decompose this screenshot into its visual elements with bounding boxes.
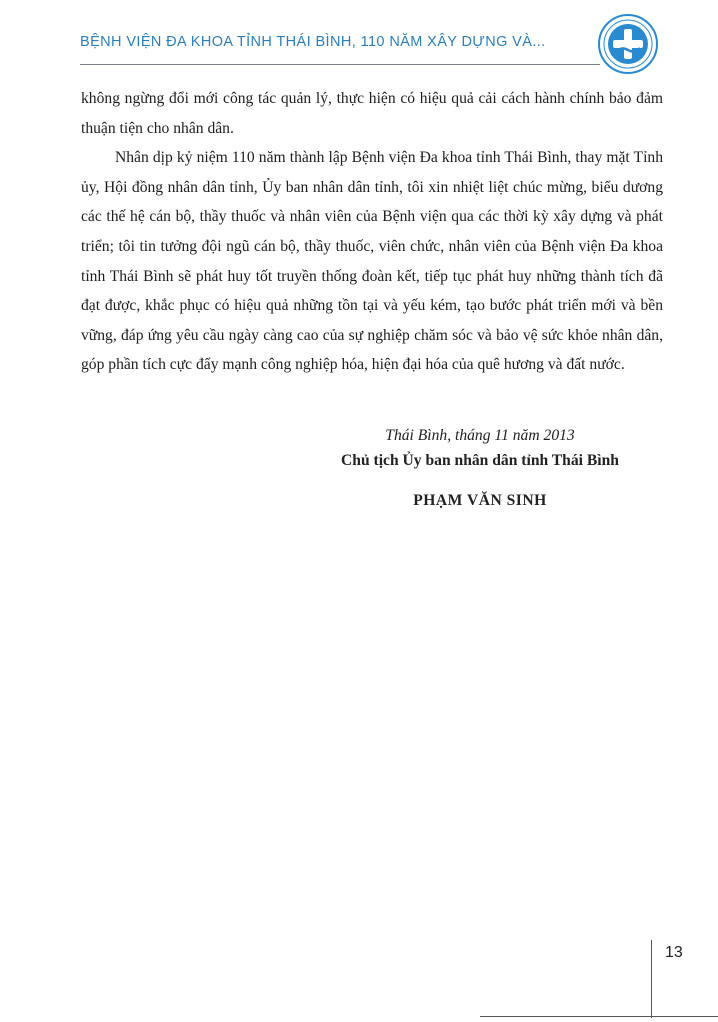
header-rule — [80, 64, 600, 65]
signature-name: PHẠM VĂN SINH — [413, 492, 547, 509]
paragraph-2: Nhân dịp kỷ niệm 110 năm thành lập Bệnh viện Đa khoa tỉnh Thái Bình, thay mặt Tỉnh ủy, Hội đồng nhân dân tỉnh, Ủy ban nhân dân tỉnh, tôi xin nhiệt liệt chúc mừng, biểu dương các thế hệ cán bộ, thầy thuốc và nhân viên của Bệnh viện qua các thời kỳ xây dựng và phát triển; tôi tin tưởng đội ngũ cán bộ, thầy thuốc, viên chức, nhân viên của Bệnh viện Đa khoa tỉnh Thái Bình sẽ phát huy tốt truyền thống đoàn kết, tiếp tục phát huy những thành tích đã đạt được, khắc phục có hiệu quả những tồn tại và yếu kém, tạo bước phát triển mới và bền vững, đáp ứng yêu cầu ngày càng cao của sự nghiệp chăm sóc và bảo vệ sức khỏe nhân dân, góp phần tích cực đẩy mạnh công nghiệp hóa, hiện đại hóa của quê hương và đất nước. — [81, 149, 663, 374]
running-header-title: BỆNH VIỆN ĐA KHOA TỈNH THÁI BÌNH, 110 NĂM XÂY DỰNG VÀ... — [80, 34, 546, 50]
footer-vertical-rule — [651, 940, 652, 1018]
signature-role: Chủ tịch Ủy ban nhân dân tỉnh Thái Bình — [341, 452, 619, 469]
body-text — [81, 84, 663, 380]
hospital-cross-logo-icon — [596, 12, 660, 76]
footer-horizontal-rule — [480, 1016, 718, 1017]
running-header — [80, 34, 600, 50]
signature-place-date: Thái Bình, tháng 11 năm 2013 — [385, 427, 575, 444]
page-number: 13 — [665, 944, 683, 961]
logo-svg — [596, 12, 660, 76]
paragraph-1: không ngừng đổi mới công tác quản lý, thực hiện có hiệu quả cải cách hành chính bảo đảm thuận tiện cho nhân dân. — [81, 90, 663, 137]
